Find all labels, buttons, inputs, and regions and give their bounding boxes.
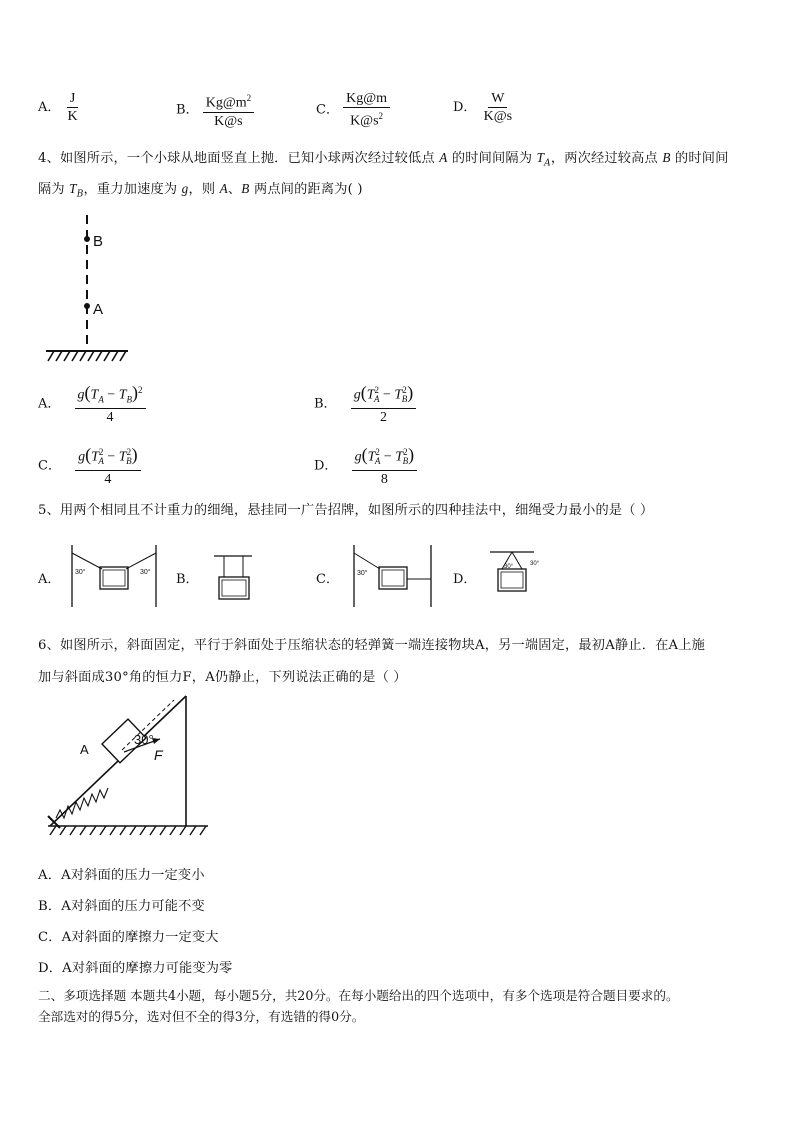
point-b-label: B	[93, 233, 104, 250]
fraction	[481, 90, 515, 125]
denominator: K	[67, 109, 78, 124]
q6-option-a: A．A对斜面的压力一定变小	[38, 868, 205, 883]
fraction	[351, 382, 417, 426]
q4-option-c	[38, 444, 141, 488]
q5-figure-b	[212, 553, 262, 603]
text: ，则	[188, 182, 220, 197]
option-label: B．	[176, 102, 199, 118]
option-label: C．	[38, 458, 61, 474]
text: 的时间间	[670, 151, 729, 166]
numerator: W	[491, 91, 505, 106]
fraction	[65, 90, 81, 125]
text: 隔为	[38, 182, 70, 197]
q5-figure-d	[488, 549, 548, 599]
q3-option-a	[38, 90, 81, 125]
angle-label: 30°	[75, 569, 86, 576]
q3-option-c	[316, 90, 390, 130]
text: 、	[227, 182, 242, 197]
fraction	[203, 90, 254, 130]
q6-option-c: C．A对斜面的摩擦力一定变大	[38, 930, 219, 945]
block-label: A	[80, 742, 89, 757]
q5-option-b-label: B．	[176, 572, 199, 587]
numerator: Kg@m	[346, 91, 387, 106]
q5-figure-a	[68, 543, 163, 611]
var: A	[439, 150, 448, 165]
numerator: $g(T^2_A - T^2_B)$	[351, 382, 417, 409]
fraction	[343, 90, 390, 130]
q5-option-a-label: A．	[38, 572, 61, 587]
q5-stem: 5、用两个相同且不计重力的细绳，悬挂同一广告招牌，如图所示的四种挂法中，细绳受力最小的是（ ）	[38, 503, 654, 518]
text: 的时间间隔为	[447, 151, 537, 166]
option-label: A．	[38, 100, 61, 115]
q4-stem-line2	[38, 178, 363, 200]
denominator: 4	[104, 472, 112, 488]
option-label: B．	[314, 396, 337, 412]
text: 两点间的距离为( )	[249, 182, 363, 197]
q3-option-b	[176, 90, 254, 130]
ground-hatching	[48, 351, 126, 361]
angle-label: 30°	[530, 561, 540, 567]
q4-stem-line1	[38, 147, 729, 169]
text: ，重力加速度为	[83, 182, 182, 197]
section2-line1: 二、多项选择题 本题共4小题，每小题5分，共20分。在每小题给出的四个选项中，有多个选项是符合题目要求的。	[38, 988, 679, 1003]
var: g	[181, 181, 189, 196]
angle-label: 30°	[357, 570, 368, 577]
q5-option-c-label: C．	[316, 572, 339, 587]
subscript: B	[76, 189, 84, 200]
denominator: 4	[106, 410, 114, 426]
q6-stem-line1: 6、如图所示，斜面固定，平行于斜面处于压缩状态的轻弹簧一端连接物块A，另一端固定，最初A静止．在A上施	[38, 638, 705, 653]
denominator: K@s	[214, 113, 243, 129]
option-label: C．	[316, 102, 339, 118]
fraction	[352, 444, 418, 488]
q4-option-d	[314, 444, 417, 488]
q4-option-a	[38, 382, 146, 426]
numerator: Kg@m	[205, 95, 247, 111]
denominator: 8	[380, 472, 388, 488]
angle-label: 30°	[134, 732, 154, 747]
q5-figure-c	[350, 543, 435, 611]
option-label: D．	[314, 458, 338, 474]
q3-option-d	[453, 90, 515, 125]
var: B	[241, 181, 250, 196]
fraction	[75, 382, 146, 426]
q6-option-d: D．A对斜面的摩擦力可能变为零	[38, 961, 233, 976]
text: ，两次经过较高点	[550, 151, 663, 166]
point-a-label: A	[93, 301, 104, 318]
superscript: 2	[378, 111, 384, 121]
subscript: A	[544, 158, 551, 169]
q4-option-b	[314, 382, 416, 426]
section2-line2: 全部选对的得5分，选对但不全的得3分，有选错的得0分。	[38, 1009, 365, 1024]
denominator: K@s	[483, 109, 513, 124]
q5-option-d-label: D．	[453, 572, 477, 587]
numerator: $g(T^2_A - T^2_B)$	[75, 444, 141, 471]
var: T	[69, 181, 77, 196]
numerator: $g(T^2_A - T^2_B)$	[352, 444, 418, 471]
denominator: 2	[379, 410, 387, 426]
q6-stem-line2: 加与斜面成30°角的恒力F，A仍静止，下列说法正确的是（ ）	[38, 670, 407, 685]
numerator: J	[69, 91, 76, 106]
var: B	[662, 150, 671, 165]
angle-label: 30°	[504, 564, 514, 570]
option-label: D．	[453, 100, 477, 115]
angle-label: 30°	[140, 569, 151, 576]
text: 4、如图所示，一个小球从地面竖直上抛．已知小球两次经过较低点	[38, 151, 440, 166]
q4-figure	[40, 210, 140, 370]
q6-option-b: B．A对斜面的压力可能不变	[38, 899, 205, 914]
force-label: F	[154, 747, 163, 763]
superscript: 2	[246, 93, 252, 103]
option-label: A．	[38, 396, 61, 412]
q6-figure	[40, 692, 215, 840]
var: T	[536, 150, 545, 165]
numerator: $g(T_A - T_B)^2$	[75, 382, 146, 409]
point-a-dot	[84, 303, 90, 309]
point-b-dot	[84, 236, 90, 242]
fraction	[75, 444, 141, 488]
var: A	[219, 181, 228, 196]
denominator: K@s	[350, 113, 379, 129]
